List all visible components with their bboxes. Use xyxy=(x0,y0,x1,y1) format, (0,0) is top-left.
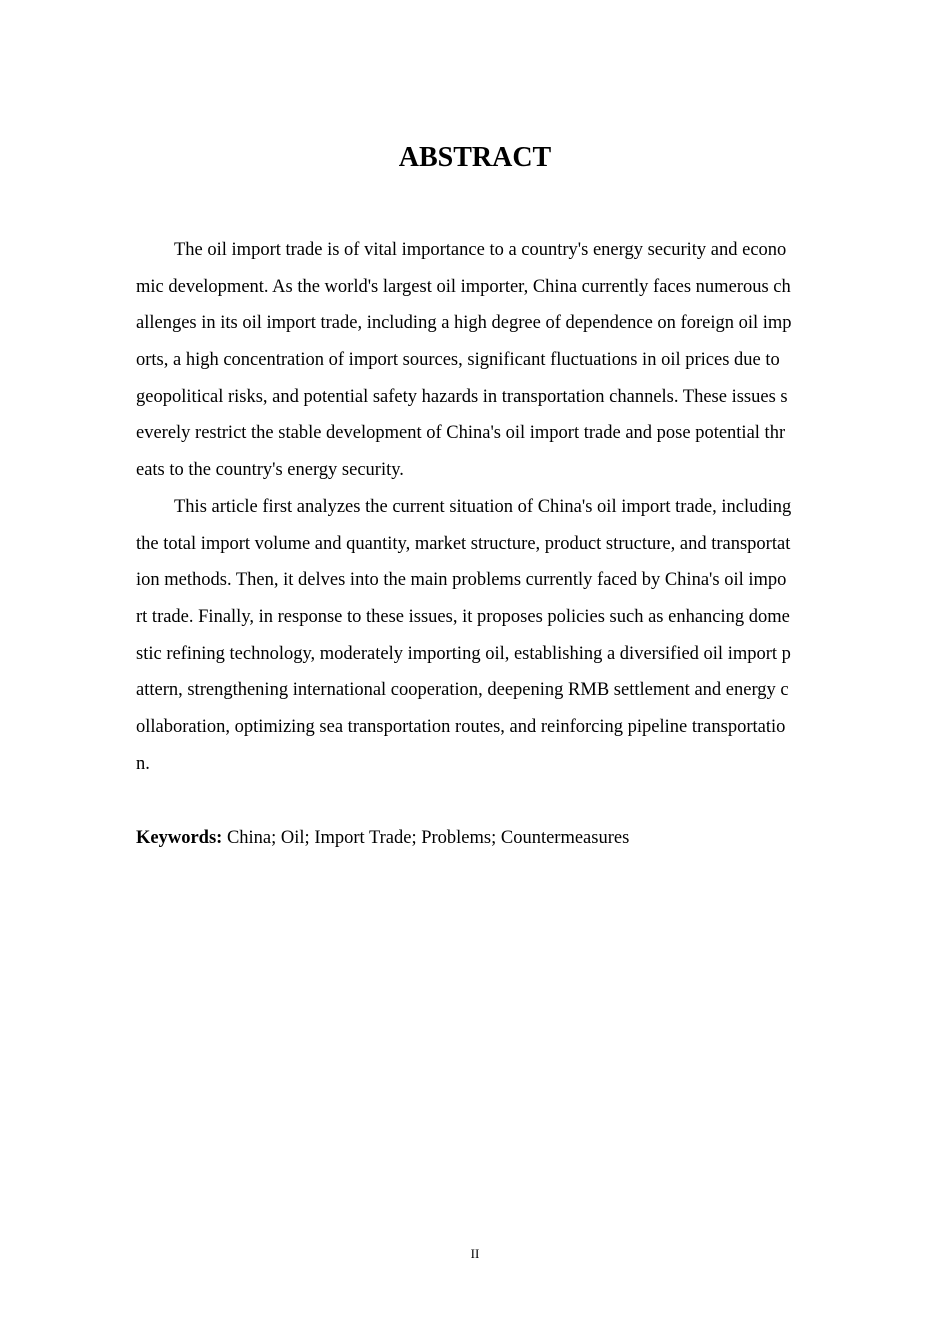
paragraph-2-line: the total import volume and quantity, market structure, product structure, and transportat xyxy=(136,533,791,554)
paragraph-1-line: mic development. As the world's largest oil importer, China currently faces numerous ch xyxy=(136,276,791,297)
paragraph-2-line: This article first analyzes the current situation of China's oil import trade, including xyxy=(174,496,792,517)
abstract-title: ABSTRACT xyxy=(398,142,552,173)
paragraph-2-line: attern, strengthening international cooperation, deepening RMB settlement and energy c xyxy=(136,680,789,701)
paragraph-1-line: The oil import trade is of vital importance to a country's energy security and econo xyxy=(174,240,787,260)
paragraph-1-line: eats to the country's energy security. xyxy=(136,460,404,481)
paragraph-2-line: stic refining technology, moderately importing oil, establishing a diversified oil import p xyxy=(136,643,791,664)
paragraph-2-line: n. xyxy=(136,753,150,774)
paragraph-2-line: rt trade. Finally, in response to these issues, it proposes policies such as enhancing dome xyxy=(136,606,790,627)
paragraph-2-line: ion methods. Then, it delves into the main problems currently faced by China's oil impo xyxy=(136,570,787,591)
paragraph-1-line: geopolitical risks, and potential safety hazards in transportation channels. These issues s xyxy=(136,386,788,407)
abstract-body xyxy=(136,232,818,782)
page-number: II xyxy=(470,1246,480,1261)
paragraph-1-line: orts, a high concentration of import sources, significant fluctuations in oil prices due to xyxy=(136,350,780,371)
paragraph-1-line: allenges in its oil import trade, including a high degree of dependence on foreign oil imp xyxy=(136,313,792,334)
paragraph-2-line: ollaboration, optimizing sea transportation routes, and reinforcing pipeline transportatio xyxy=(136,716,786,737)
keywords-value: China; Oil; Import Trade; Problems; Countermeasures xyxy=(226,828,630,848)
keywords-label: Keywords: xyxy=(136,828,223,848)
keywords-line xyxy=(136,820,629,856)
paragraph-1-line: everely restrict the stable development of China's oil import trade and pose potential thr xyxy=(136,423,786,444)
